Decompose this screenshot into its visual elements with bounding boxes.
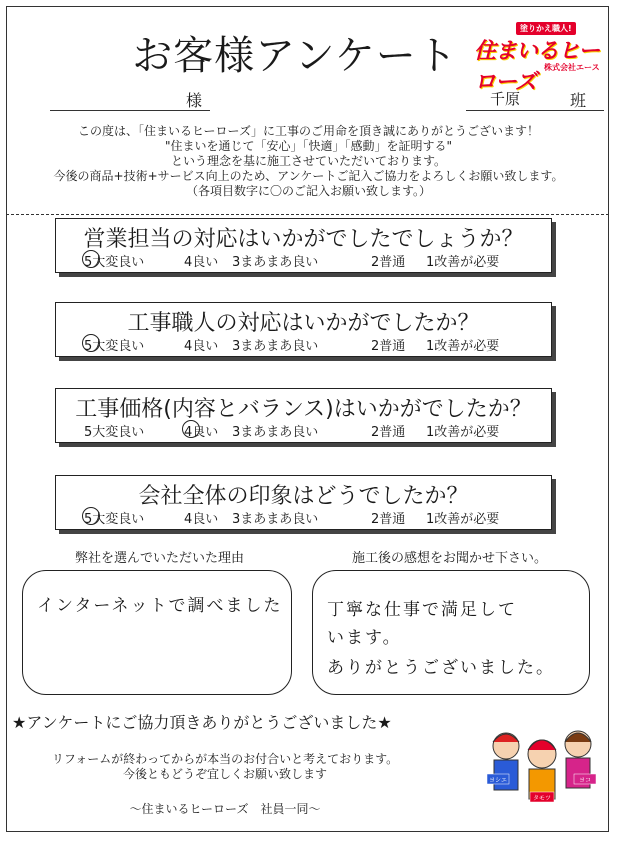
question-box bbox=[55, 475, 552, 530]
signature: 〜住まいるヒーローズ 社員一同〜 bbox=[129, 802, 321, 816]
rating-option[interactable]: 5大変良い bbox=[84, 508, 144, 527]
question-box bbox=[55, 302, 552, 357]
mascot-name: ヨシエ bbox=[488, 777, 508, 784]
company-logo bbox=[474, 22, 602, 95]
team-suffix: 班 bbox=[570, 91, 587, 110]
divider bbox=[6, 214, 609, 215]
rating-options bbox=[56, 508, 551, 526]
question-box bbox=[55, 218, 552, 273]
rating-option[interactable]: 4良い bbox=[184, 512, 219, 527]
mascot-name: タモツ bbox=[532, 795, 552, 802]
page-title: お客様アンケート bbox=[132, 33, 458, 79]
intro-line: 今後の商品+技術+サービス向上のため、アンケートご記入ご協力をよろしくお願い致します。 bbox=[53, 169, 564, 183]
rating-option[interactable]: 1改善が必要 bbox=[426, 425, 500, 440]
rating-option[interactable]: 3まあまあ良い bbox=[232, 425, 319, 440]
question-title: 工事価格(内容とバランス)はいかがでしたか？ bbox=[75, 397, 532, 422]
rating-option[interactable]: 2普通 bbox=[371, 425, 406, 440]
rating-option[interactable]: 1改善が必要 bbox=[426, 255, 500, 270]
question-title: 工事職人の対応はいかがでしたか？ bbox=[127, 311, 480, 336]
logo-company: 株式会社エース bbox=[544, 63, 600, 72]
reason-answer-box[interactable] bbox=[22, 570, 292, 695]
intro-text bbox=[10, 124, 607, 199]
rating-option[interactable]: 1改善が必要 bbox=[426, 339, 500, 354]
customer-honorific: 様 bbox=[186, 91, 203, 110]
question-title: 営業担当の対応はいかがでしたでしょうか？ bbox=[83, 227, 524, 252]
rating-option[interactable]: 3まあまあ良い bbox=[232, 339, 319, 354]
footer-message bbox=[20, 752, 430, 782]
rating-option[interactable]: 3まあまあ良い bbox=[232, 512, 319, 527]
rating-option[interactable]: 5大変良い bbox=[84, 425, 145, 440]
reason-answer: インターネットで調べました bbox=[37, 596, 283, 616]
rating-option[interactable]: 2普通 bbox=[371, 255, 406, 270]
rating-option[interactable]: 5大変良い bbox=[84, 335, 144, 354]
rating-option[interactable]: 2普通 bbox=[371, 339, 406, 354]
rating-option[interactable]: 3まあまあ良い bbox=[232, 255, 319, 270]
rating-option[interactable]: 2普通 bbox=[371, 512, 406, 527]
logo-tagline: 塗りかえ職人! bbox=[516, 22, 576, 35]
impression-label: 施工後の感想をお聞かせ下さい。 bbox=[352, 551, 548, 566]
rating-option[interactable]: 4良い bbox=[184, 421, 218, 440]
rating-options bbox=[56, 251, 551, 269]
intro-line: この度は、「住まいるヒーローズ」に工事のご用命を頂き誠にありがとうございます！ bbox=[78, 124, 539, 138]
impression-answer-box[interactable] bbox=[312, 570, 590, 695]
thanks-message: ★アンケートにご協力頂きありがとうございました★ bbox=[12, 713, 392, 732]
mascot-illustration bbox=[482, 712, 600, 804]
impression-answer-line: います。 bbox=[327, 628, 402, 648]
reason-label: 弊社を選んでいただいた理由 bbox=[75, 551, 245, 566]
rating-options bbox=[56, 335, 551, 353]
logo-brand: 住まいるヒーローズ bbox=[474, 39, 600, 95]
intro-line: という理念を基に施工させていただいております。 bbox=[170, 154, 447, 168]
handwritten-team-name: 千原 bbox=[490, 90, 521, 108]
rating-option[interactable]: 4良い bbox=[184, 255, 219, 270]
rating-options bbox=[56, 421, 551, 439]
intro-line: （各項目数字に〇のご記入お願い致します。） bbox=[185, 184, 432, 198]
rating-option[interactable]: 5大変良い bbox=[84, 251, 144, 270]
rating-option[interactable]: 1改善が必要 bbox=[426, 512, 500, 527]
question-title: 会社全体の印象はどうでしたか？ bbox=[138, 484, 469, 509]
intro-line: "住まいを通じて「安心」「快適」「感動」を証明する" bbox=[164, 139, 453, 153]
rating-option[interactable]: 4良い bbox=[184, 339, 219, 354]
footer-line: 今後ともどうぞ宜しくお願い致します bbox=[122, 767, 327, 781]
footer-line: リフォームが終わってからが本当のお付合いと考えております。 bbox=[51, 752, 399, 766]
question-box bbox=[55, 388, 552, 443]
impression-answer-line: ありがとうございました。 bbox=[327, 658, 555, 678]
impression-answer-line: 丁寧な仕事で満足して bbox=[327, 600, 517, 620]
mascot-name: ヨコ bbox=[578, 777, 592, 784]
